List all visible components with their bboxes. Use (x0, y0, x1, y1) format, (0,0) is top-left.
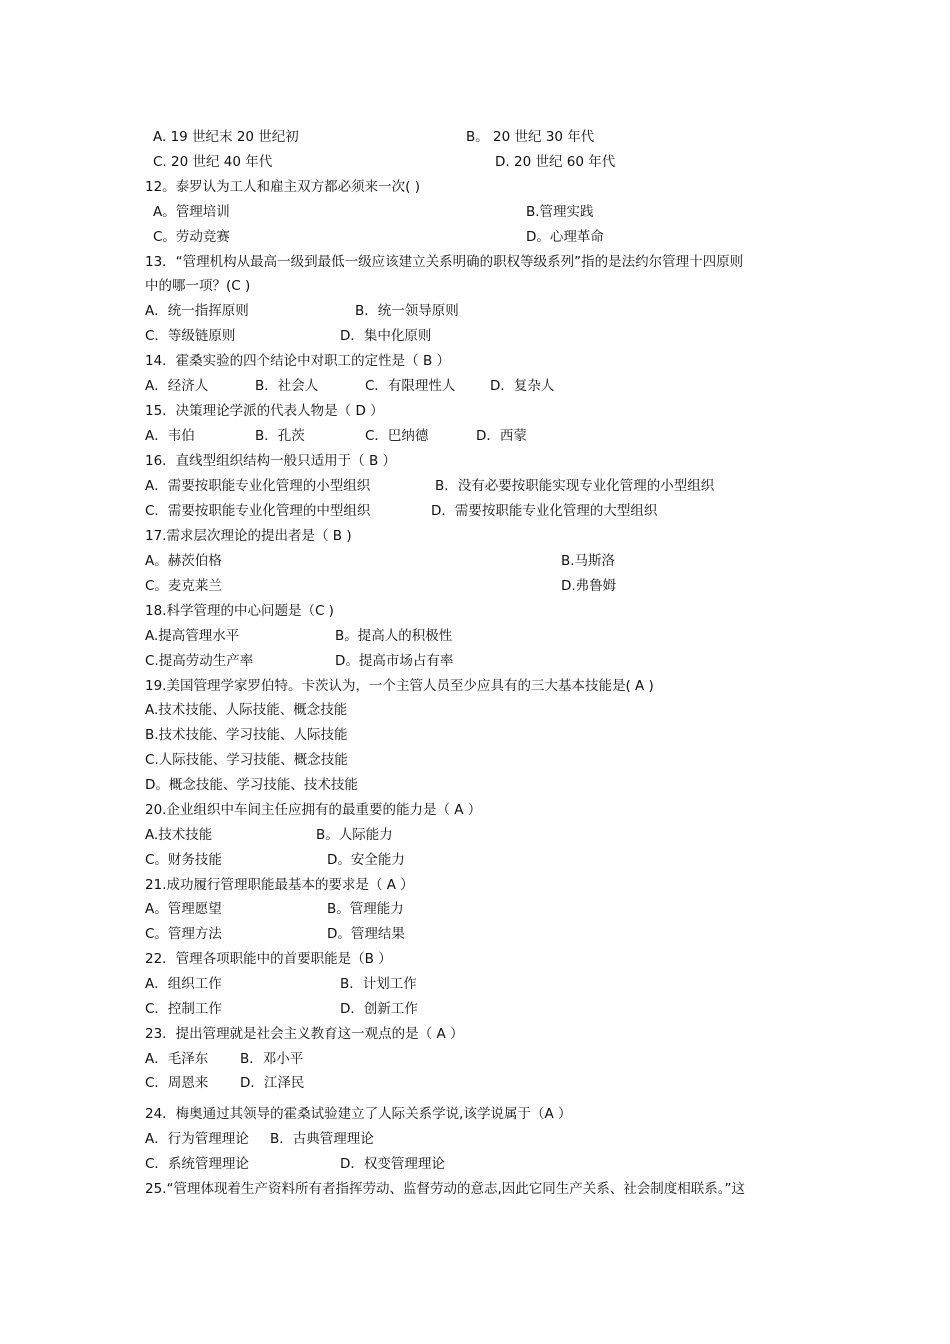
option-b: B.马斯洛 (561, 553, 616, 569)
option-d: D。概念技能、学习技能、技术技能 (145, 777, 358, 793)
question-25: 25.“管理体现着生产资料所有者指挥劳动、监督劳动的意志,因此它同生产关系、社会制度相联系。”这 (145, 1181, 745, 1197)
option-c: C。麦克莱兰 (145, 578, 222, 594)
question-22: 22．管理各项职能中的首要职能是（B ） (145, 951, 392, 967)
option-d: D．需要按职能专业化管理的大型组织 (431, 503, 658, 519)
question-17: 17.需求层次理论的提出者是（ B ) (145, 528, 352, 544)
option-a: A.技术技能 (145, 827, 213, 843)
option-b: B．古典管理理论 (270, 1131, 374, 1147)
option-b: B。人际能力 (316, 827, 393, 843)
question-16: 16．直线型组织结构一般只适用于（ B ） (145, 453, 397, 469)
option-a: A.技术技能、人际技能、概念技能 (145, 702, 348, 718)
question-23: 23．提出管理就是社会主义教育这一观点的是（ A ） (145, 1026, 464, 1042)
option-b: B．统一领导原则 (355, 303, 459, 319)
option-d: D。安全能力 (327, 852, 405, 868)
option-c: C。财务技能 (145, 852, 222, 868)
option-c: C。管理方法 (145, 926, 222, 942)
option-a: A．组织工作 (145, 976, 222, 992)
option-c: C. 20 世纪 40 年代 (153, 154, 273, 170)
question-21: 21.成功履行管理职能最基本的要求是（ A ） (145, 877, 414, 893)
option-a: A．经济人 (145, 378, 209, 394)
option-d: D。管理结果 (327, 926, 405, 942)
question-14: 14．霍桑实验的四个结论中对职工的定性是（ B ） (145, 353, 451, 369)
option-c: C．控制工作 (145, 1001, 222, 1017)
option-b: B.技术技能、学习技能、人际技能 (145, 727, 348, 743)
option-c: C.提高劳动生产率 (145, 653, 254, 669)
option-d: D．西蒙 (476, 428, 527, 444)
question-13: 13．“管理机构从最高一级到最低一级应该建立关系明确的职权等级系列”指的是法约尔管理十四原则 (145, 254, 744, 270)
option-d: D. 20 世纪 60 年代 (495, 154, 616, 170)
option-d: D．集中化原则 (340, 328, 432, 344)
question-18: 18.科学管理的中心问题是（C ) (145, 603, 334, 619)
option-c: C．有限理性人 (365, 378, 456, 394)
question-12: 12。泰罗认为工人和雇主双方都必须来一次( ) (145, 179, 421, 195)
option-d: D．权变管理理论 (340, 1156, 445, 1172)
option-a: A。赫茨伯格 (145, 553, 222, 569)
option-a: A．行为管理理论 (145, 1131, 249, 1147)
option-b: B．邓小平 (240, 1051, 304, 1067)
option-b: B。 20 世纪 30 年代 (466, 129, 595, 145)
option-a: A．统一指挥原则 (145, 303, 249, 319)
option-d: D．复杂人 (490, 378, 555, 394)
option-d: D．江泽民 (240, 1075, 305, 1091)
option-d: D。心理革命 (526, 229, 604, 245)
option-b: B．计划工作 (340, 976, 417, 992)
question-24: 24．梅奥通过其领导的霍桑试验建立了人际关系学说,该学说属于（A ） (145, 1106, 572, 1122)
option-b: B．孔茨 (255, 428, 305, 444)
option-a: A．毛泽东 (145, 1051, 209, 1067)
option-a: A.提高管理水平 (145, 628, 240, 644)
question-13-continued: 中的哪一项？(C ) (145, 278, 251, 294)
option-d: D。提高市场占有率 (335, 653, 454, 669)
option-a: A．韦伯 (145, 428, 195, 444)
option-c: C．巴纳德 (365, 428, 429, 444)
question-15: 15．决策理论学派的代表人物是（ D ） (145, 403, 384, 419)
option-a: A。管理愿望 (145, 901, 222, 917)
question-20: 20.企业组织中车间主任应拥有的最重要的能力是（ A ） (145, 802, 482, 818)
question-19: 19.美国管理学家罗伯特。卡茨认为，一个主管人员至少应具有的三大基本技能是( A ) (145, 678, 654, 694)
option-d: D．创新工作 (340, 1001, 418, 1017)
option-b: B．没有必要按职能实现专业化管理的小型组织 (435, 478, 715, 494)
option-b: B．社会人 (255, 378, 319, 394)
option-c: C。劳动竞赛 (153, 229, 230, 245)
option-c: C．需要按职能专业化管理的中型组织 (145, 503, 371, 519)
option-b: B。管理能力 (327, 901, 404, 917)
option-b: B。提高人的积极性 (335, 628, 453, 644)
option-a: A．需要按职能专业化管理的小型组织 (145, 478, 371, 494)
option-c: C．周恩来 (145, 1075, 209, 1091)
option-a: A。管理培训 (153, 204, 230, 220)
option-a: A. 19 世纪末 20 世纪初 (153, 129, 299, 145)
option-b: B.管理实践 (526, 204, 594, 220)
option-d: D.弗鲁姆 (561, 578, 617, 594)
option-c: C．系统管理理论 (145, 1156, 249, 1172)
option-c: C.人际技能、学习技能、概念技能 (145, 752, 348, 768)
option-c: C．等级链原则 (145, 328, 236, 344)
